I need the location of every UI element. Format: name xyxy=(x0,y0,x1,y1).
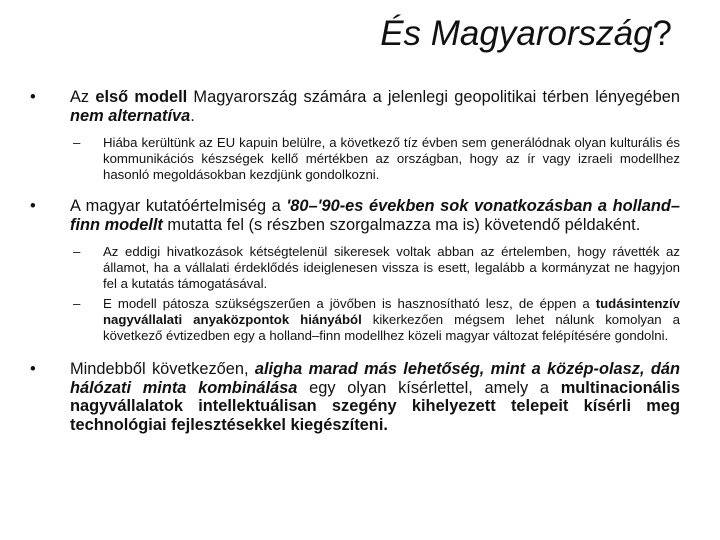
bullet-3-text-2: egy olyan kísérlettel, amely a xyxy=(297,378,561,397)
bullet-1-text-0: Az xyxy=(70,88,96,106)
dash-icon: – xyxy=(73,244,81,259)
bullet-1-text-2: Magyarország számára a jelenlegi geopolitikai térben lényegében xyxy=(187,88,680,106)
bullet-2-text-0: A magyar kutatóértelmiség a xyxy=(70,197,287,215)
slide-title xyxy=(380,14,672,54)
bullet-icon: • xyxy=(30,360,36,378)
bullet-1-text-3: nem alternatíva xyxy=(70,106,191,125)
bullet-3-text-1: aligha marad más lehetőség, mint a közép-olasz, dán hálózati minta kombinálása xyxy=(70,360,680,397)
sub-bullet-2-2-text-c: kikerkezően mégsem lehet nálunk komolyan a következő évtizedben egy a holland–finn modellhez közeli magyar változat felépítésére gondolni. xyxy=(103,312,680,343)
bullet-item-3 xyxy=(28,360,680,434)
slide-title-main: És Magyarország xyxy=(380,14,653,53)
bullet-icon: • xyxy=(30,197,36,215)
sub-bullet-2-2 xyxy=(70,296,680,344)
bullet-icon: • xyxy=(30,88,36,106)
dash-icon: – xyxy=(73,135,81,150)
bullet-2-text-1: '80–'90-es években sok vonatkozásban a holland–finn modellt xyxy=(70,197,680,234)
bullet-1-text-1: első modell xyxy=(95,88,188,106)
dash-icon: – xyxy=(73,296,81,311)
sub-bullet-2-1-text: Az eddigi hivatkozások kétségtelenül sikeresek voltak abban az értelemben, hogy rávették az államot, ha a vállalati érdeklődés ideiglenesen vissza is esett, legalább a kormányzat ne hagyjon fel a kutatás támogatásával. xyxy=(103,244,680,291)
slide-body xyxy=(28,88,680,444)
bullet-3-text-3: multinacionális nagyvállalatok intellektuálisan szegény kihelyezett telepeit kísérli meg technológiai fejlesztésekkel kiegészíteni. xyxy=(70,378,680,434)
sub-bullet-2-2-text-a: E modell pátosza szükségszerűen a jövőben is hasznosítható lesz, de éppen a xyxy=(103,296,596,311)
sub-bullet-2-2-text-b: tudásintenzív nagyvállalati anyaközpontok hiányából xyxy=(103,296,680,327)
sub-bullet-2-1 xyxy=(70,244,680,292)
bullet-3-text-0: Mindebből következően, xyxy=(70,360,255,378)
slide-title-question-mark: ? xyxy=(652,14,672,53)
bullet-item-2 xyxy=(28,197,680,234)
sub-bullet-1-1 xyxy=(70,135,680,183)
sub-bullet-1-1-text: Hiába kerültünk az EU kapuin belülre, a következő tíz évben sem generálódnak olyan kulturális és kommunikációs készségek kellő mértékben az országban, hogy az ír vagy izraeli modellhez hasonló megoldásokban kezdjünk gondolkozni. xyxy=(103,135,680,182)
bullet-1-text-4: . xyxy=(190,106,195,125)
bullet-item-1 xyxy=(28,88,680,125)
bullet-2-text-2: mutatta fel (s részben szorgalmazza ma is) követendő példaként. xyxy=(162,215,641,234)
